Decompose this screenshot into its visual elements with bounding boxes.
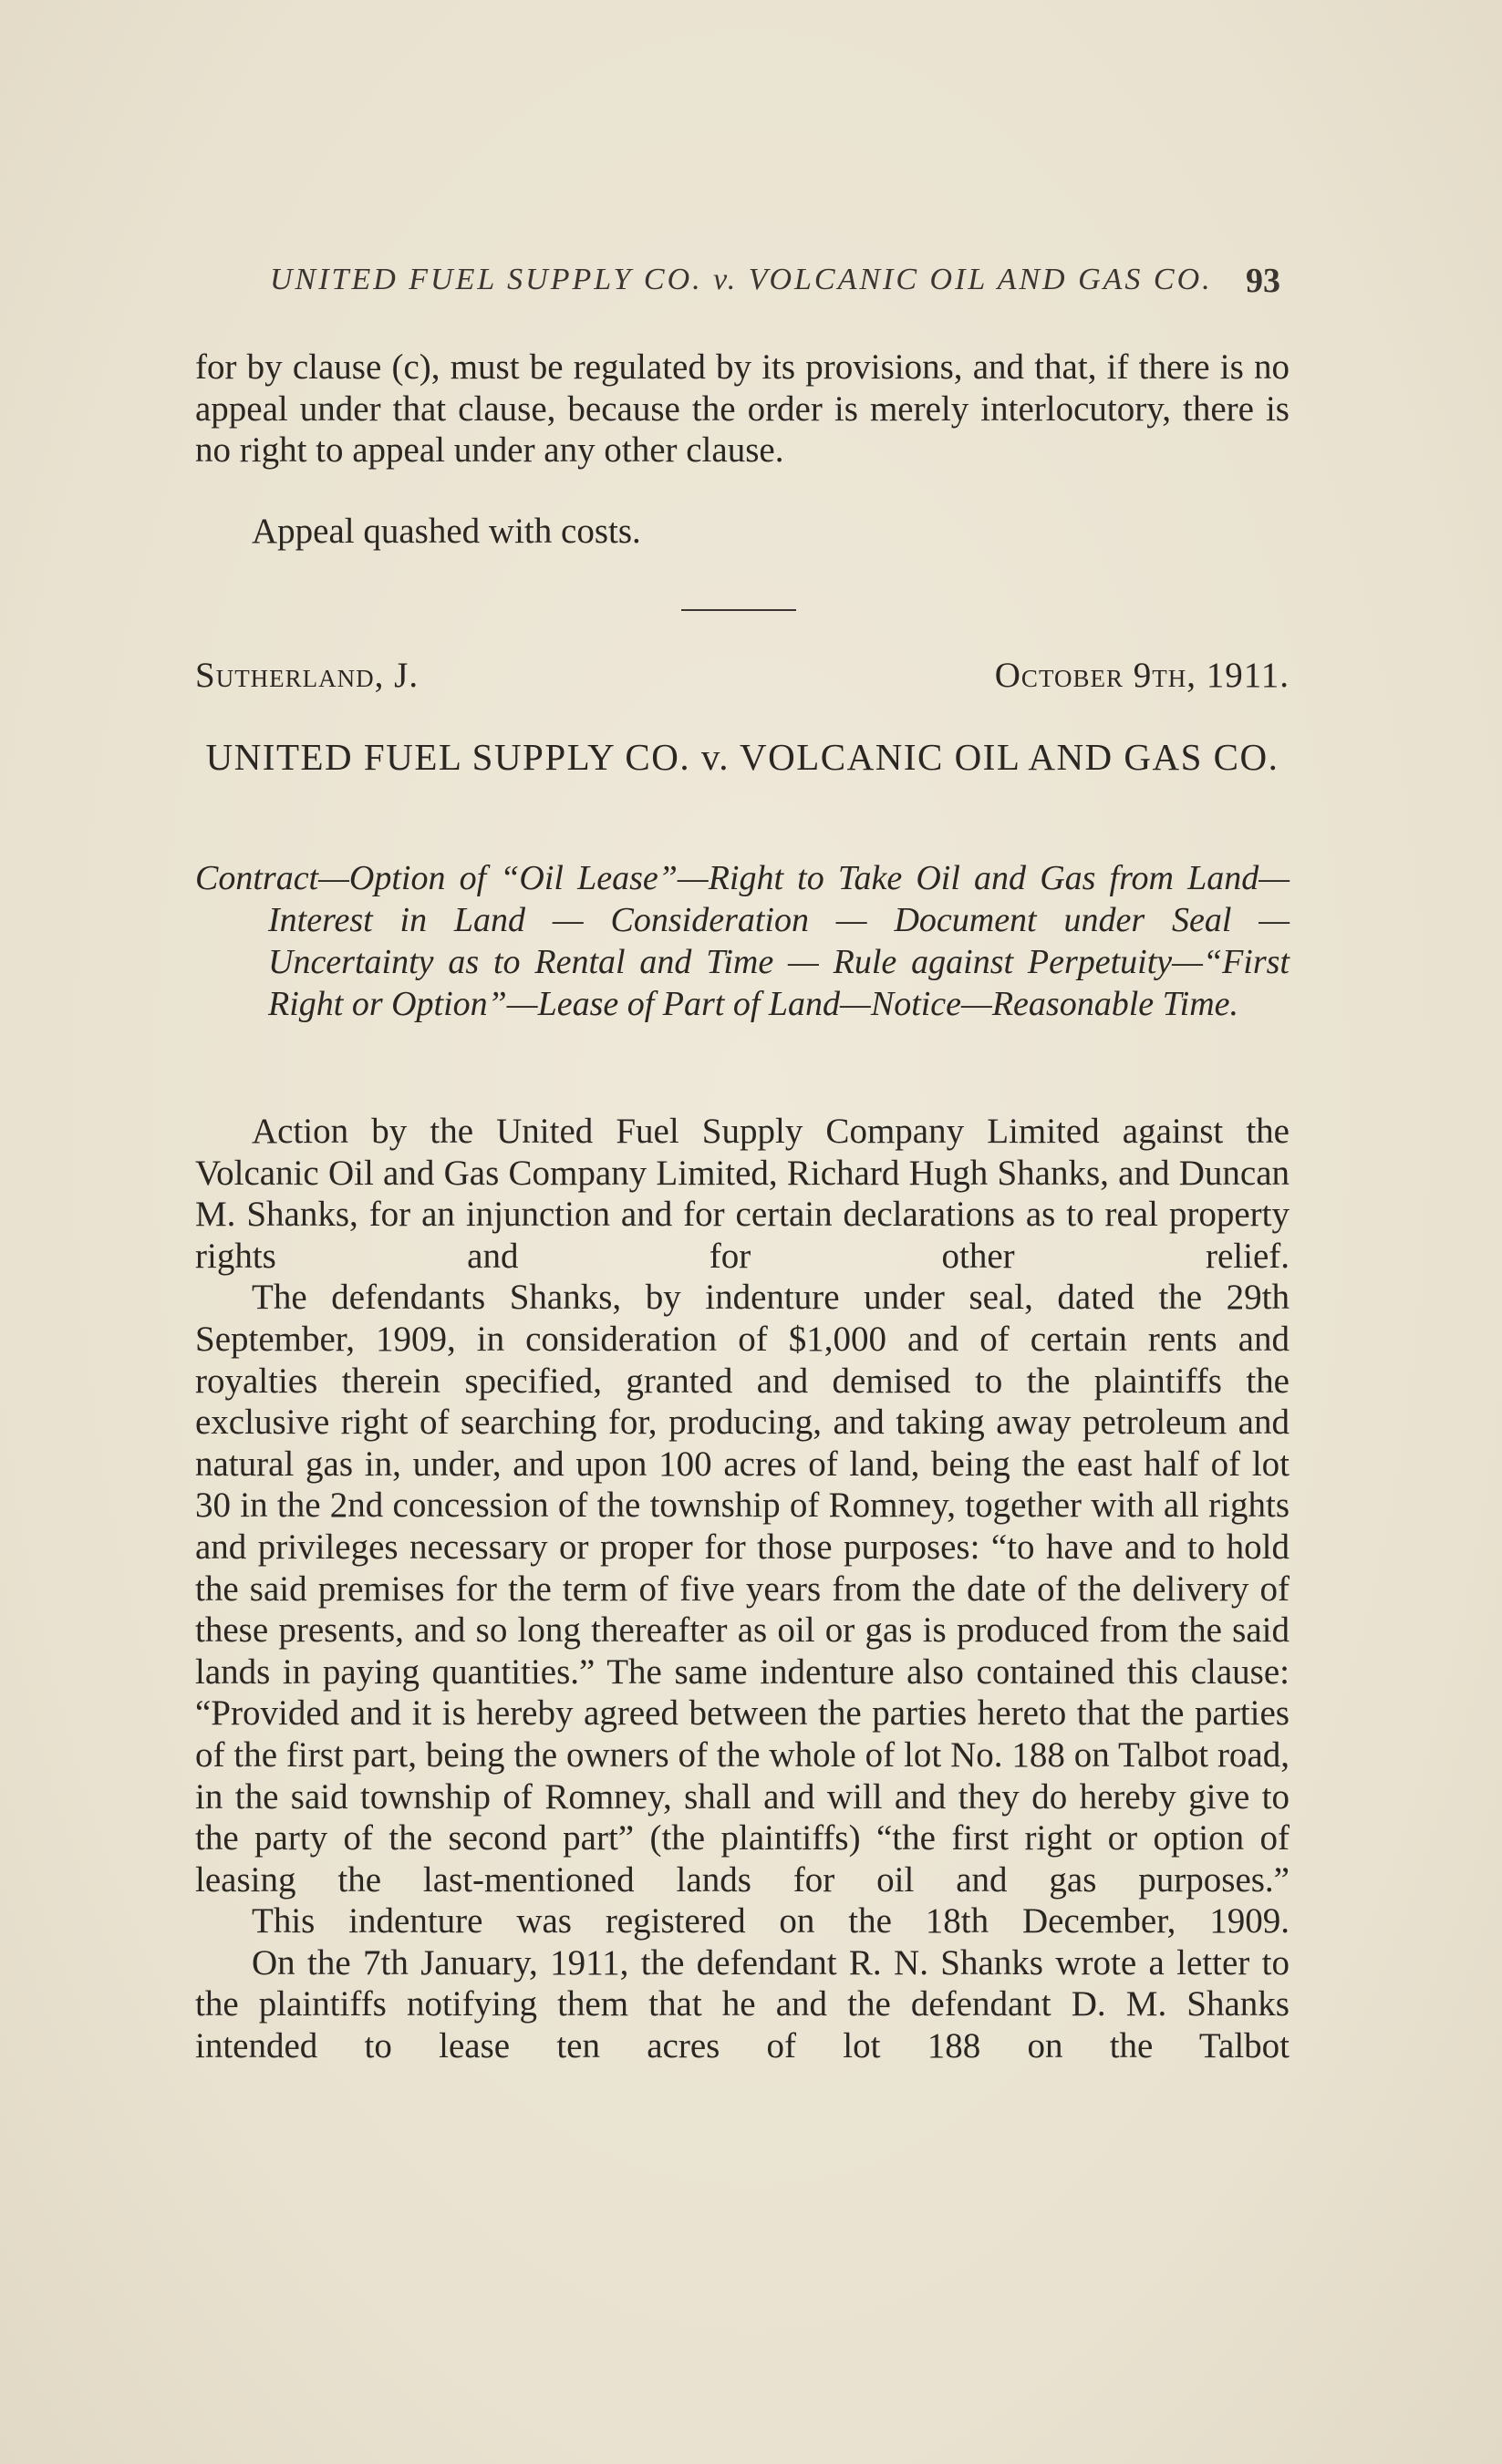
body-paragraph: The defendants Shanks, by indenture under seal, dated the 29th September, 1909, in consideration of $1,000 and of certain rents and royalties therein specified, granted and demised to the plaintiffs the exclusive right of searching for, producing, and taking away petroleum and natural gas in, under, and upon 100 acres of land, being the east half of lot 30 in the 2nd concession of the township of Romney, together with all rights and privileges necessary or proper for those purposes: “to have and to hold the said premises for the term of five years from the date of the delivery of these presents, and so long thereafter as oil or gas is produced from the said lands in paying quantities.” The same indenture also contained this clause: “Provided and it is hereby agreed between the parties hereto that the parties of the first part, being the owners of the whole of lot No. 188 on Talbot road, in the said township of Romney, shall and will and they do hereby give to the party of the second part” (the plaintiffs) “the first right or option of leasing the last-mentioned lands for oil and gas purposes.” <box>195 1278 1290 1900</box>
disposition-paragraph <box>195 511 1290 553</box>
body-paragraph: This indenture was registered on the 18th December, 1909. <box>252 1901 1290 1941</box>
disposition-text: Appeal quashed with costs. <box>252 512 641 551</box>
case-title: UNITED FUEL SUPPLY CO. v. VOLCANIC OIL AND GAS CO. <box>205 736 1279 778</box>
running-head-title: UNITED FUEL SUPPLY CO. v. VOLCANIC OIL AND GAS CO. <box>270 263 1213 296</box>
judgment-date: October 9th, 1911. <box>994 656 1290 695</box>
section-divider <box>681 609 796 611</box>
body-paragraph: On the 7th January, 1911, the defendant R. N. Shanks wrote a letter to the plaintiffs notifying them that he and the defendant D. M. Shanks intended to lease ten acres of lot 188 on the Talbot <box>195 1942 1290 2066</box>
headnote: Contract—Option of “Oil Lease”—Right to Take Oil and Gas from Land—Interest in Land — Consideration — Document under Seal — Uncertainty as to Rental and Time — Rule against Perpetuity—“First Right or Option”—Lease of Part of Land—Notice—Reasonable Time. <box>195 859 1290 1023</box>
running-head <box>270 262 1319 300</box>
body-paragraph: Action by the United Fuel Supply Company Limited against the Volcanic Oil and Gas Company Limited, Richard Hugh Shanks, and Duncan M. Shanks, for an injunction and for certain declarations as to real property rights and for other relief. <box>195 1112 1290 1276</box>
page-number: 93 <box>1246 262 1280 300</box>
intro-paragraph-text: for by clause (c), must be regulated by its provisions, and that, if there is no appeal under that clause, because the order is merely interlocutory, there is no right to appeal under any other clause. <box>195 347 1290 471</box>
judge-name: Sutherland, J. <box>195 656 420 695</box>
intro-paragraph <box>195 347 1290 471</box>
case-body <box>195 1111 1290 2067</box>
